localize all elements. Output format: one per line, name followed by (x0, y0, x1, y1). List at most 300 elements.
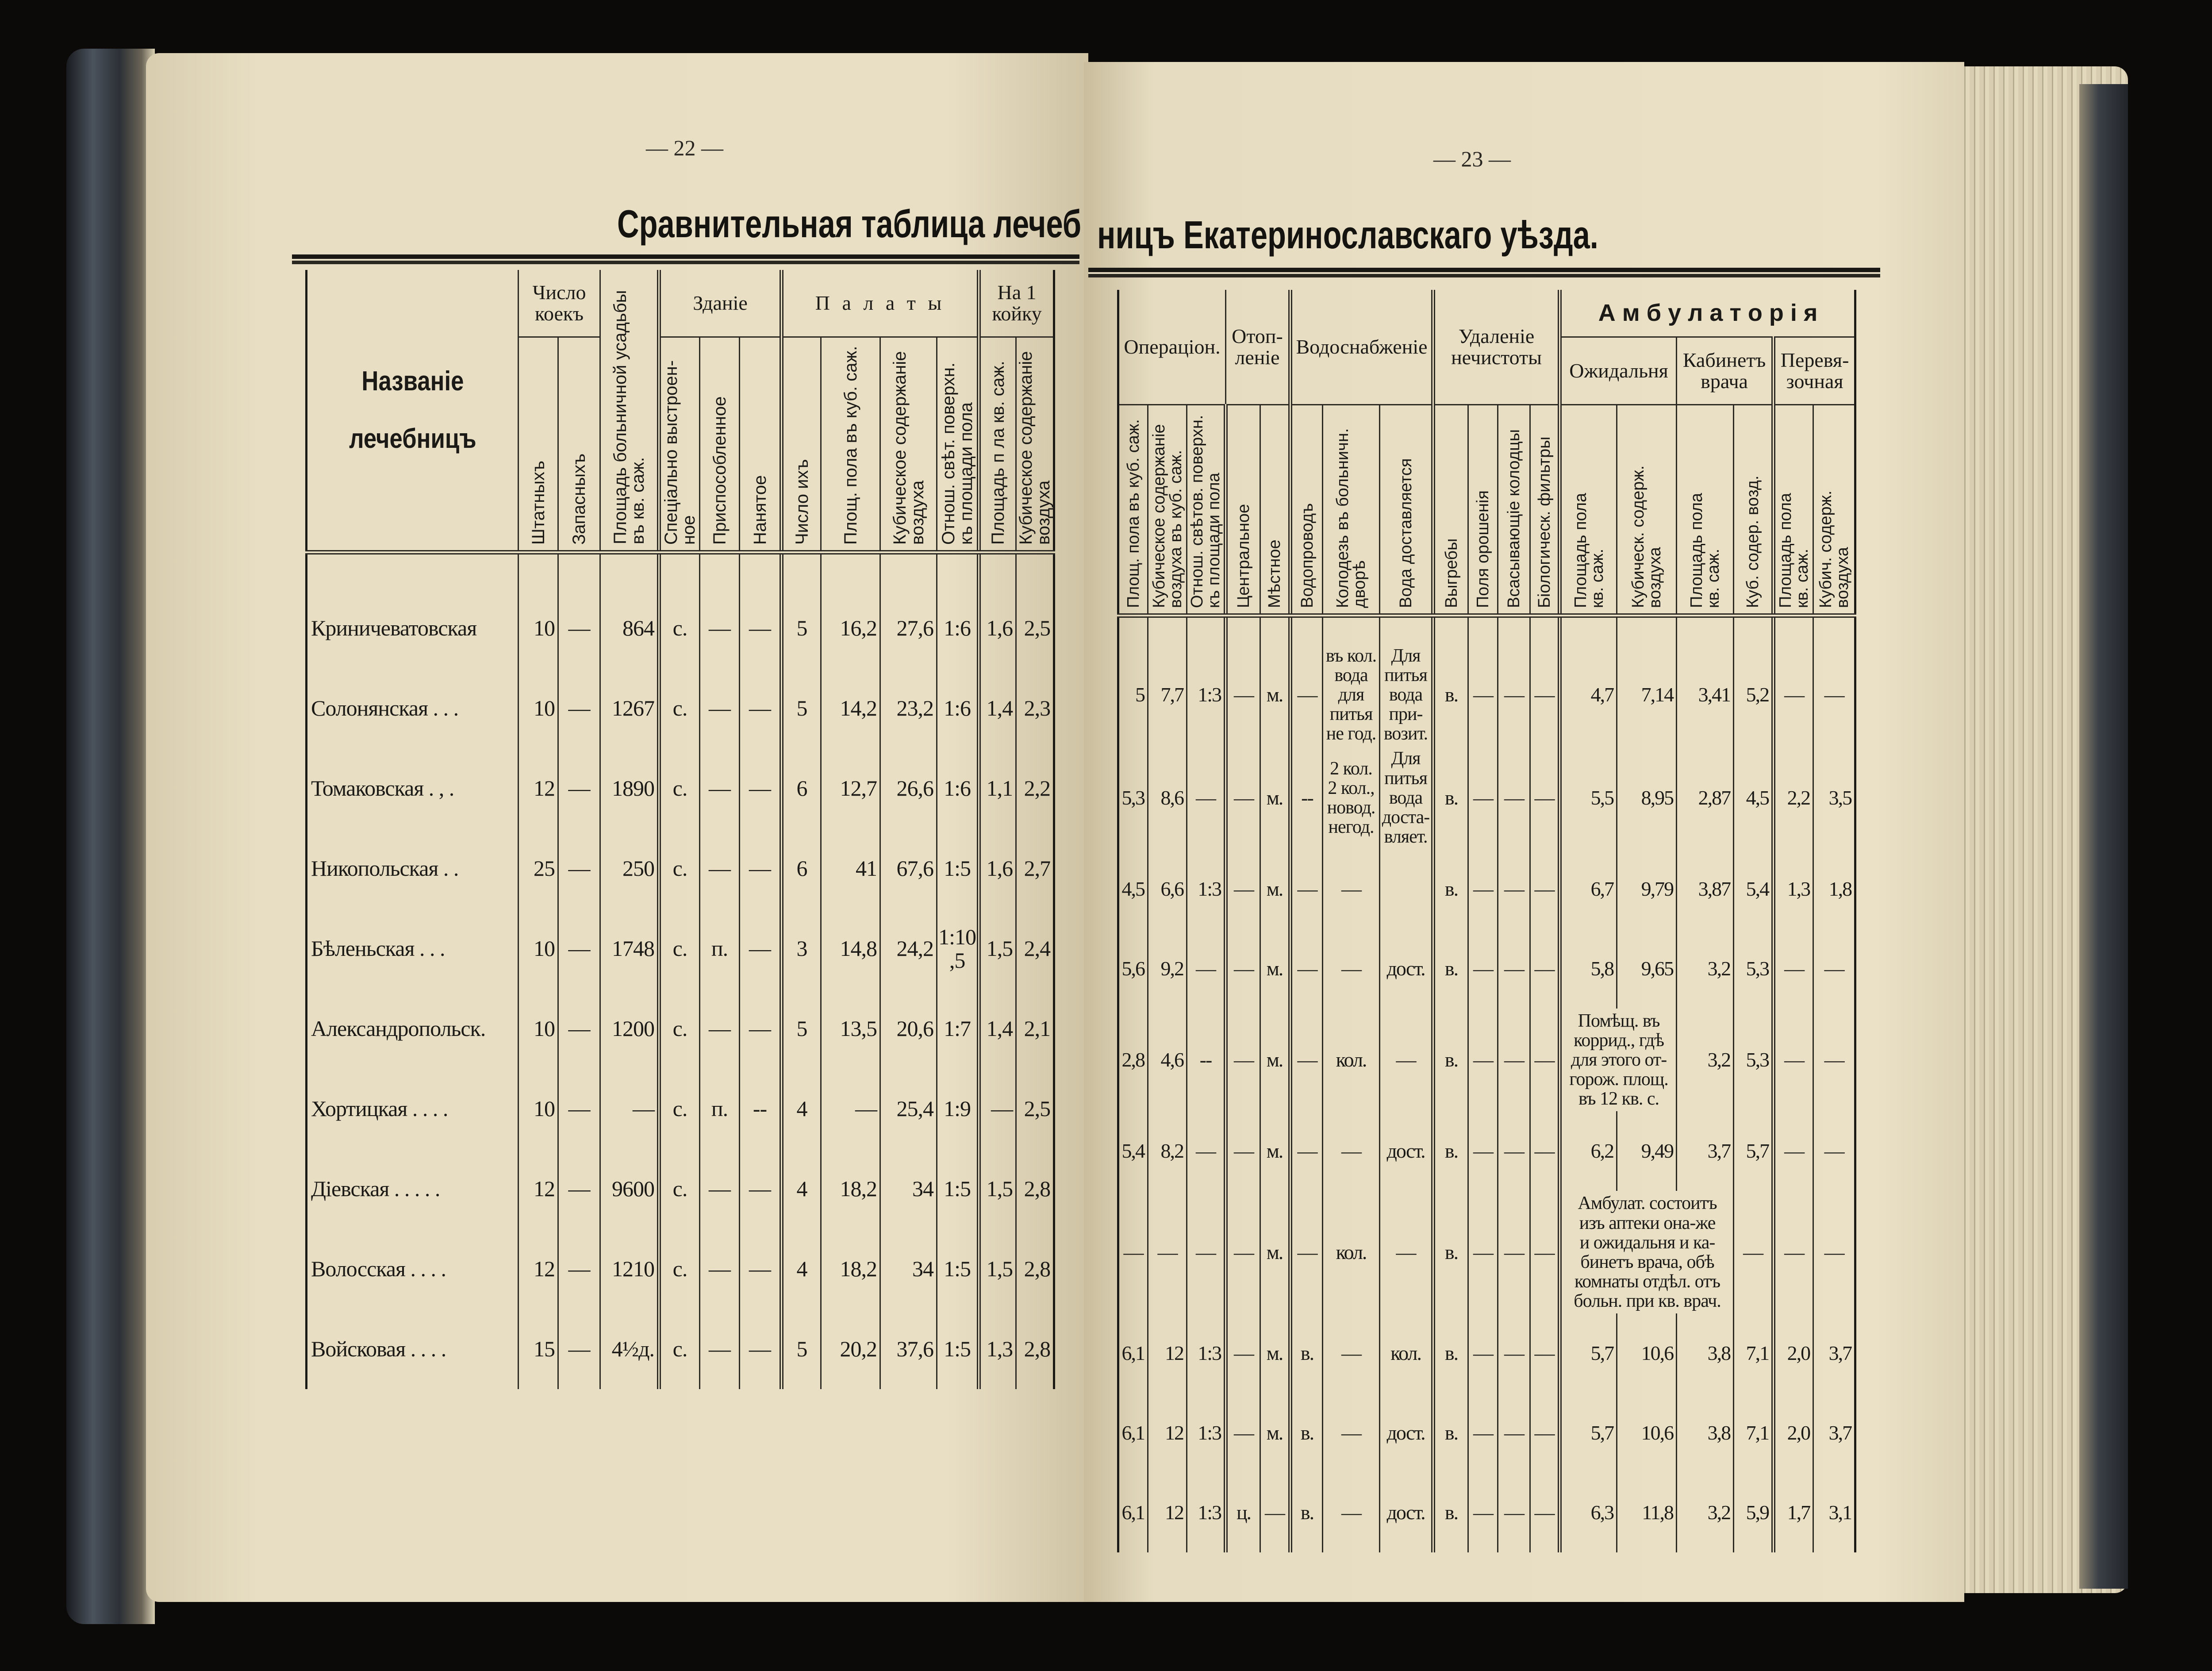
page-number-left: — 22 — (646, 135, 723, 160)
table-cell: — (1498, 1313, 1530, 1393)
table-cell: 1200 (600, 989, 659, 1069)
table-cell: 5,5 (1560, 746, 1617, 849)
table-cell: — (558, 1149, 600, 1229)
table-cell: — (1226, 746, 1260, 849)
spacer-cell (880, 552, 937, 588)
table-row (307, 909, 1054, 989)
table-cell: 1,6 (979, 828, 1016, 909)
table-cell: 1,4 (979, 668, 1016, 748)
header-beds-staff: Штатныхъ (528, 460, 548, 545)
table-cell: 1:3 (1187, 1313, 1226, 1393)
header-estate-area: Площадь больничной усадьбы въ кв. саж. (610, 290, 648, 544)
table-cell: в. (1290, 1393, 1323, 1473)
table-cell: 5,7 (1560, 1313, 1617, 1393)
header-waiting-area: Площадь пола кв. саж. (1571, 493, 1607, 608)
header-building-adapted: Приспособленное (710, 396, 730, 545)
header-operating-group: Операціон. (1118, 290, 1226, 405)
table-cell: с. (659, 1309, 700, 1389)
hospital-comparison-table-right (1117, 290, 1856, 1552)
hospital-name: Томаковская . , . (307, 748, 518, 828)
table-cell: 7,1 (1734, 1393, 1774, 1473)
table-cell: в. (1290, 1473, 1323, 1552)
table-cell: — (1468, 1313, 1498, 1393)
table-cell: 10 (518, 1069, 558, 1149)
table-cell: — (1468, 1191, 1498, 1313)
table-cell: — (1226, 849, 1260, 929)
table-cell: с. (659, 588, 700, 668)
table-cell: — (1323, 1393, 1380, 1473)
water-supply-note: въ кол. вода для питья не год. (1323, 643, 1380, 746)
spacer-cell (700, 552, 740, 588)
table-cell: 6,1 (1118, 1393, 1148, 1473)
table-row (307, 989, 1054, 1069)
header-waste-fields: Поля орошенія (1474, 490, 1493, 608)
table-row (1118, 1009, 1855, 1111)
table-row (1118, 929, 1855, 1009)
book-cover-left (66, 49, 155, 1624)
table-cell: — (1290, 849, 1323, 929)
table-cell: — (1530, 1393, 1560, 1473)
table-cell: 6,7 (1560, 849, 1617, 929)
table-cell: 1,3 (1774, 849, 1813, 929)
table-cell: 20,2 (821, 1309, 880, 1389)
header-dressing-room: Перевя- зочная (1774, 337, 1855, 405)
table-cell: м. (1260, 1111, 1290, 1191)
table-cell: п. (700, 1069, 740, 1149)
table-cell: — (740, 1149, 782, 1229)
table-cell: 1:5 (937, 1149, 979, 1229)
table-cell: 3,2 (1677, 1009, 1734, 1111)
table-cell: 12 (1148, 1313, 1187, 1393)
table-cell: — (1734, 1191, 1774, 1313)
spacer-cell (518, 552, 558, 588)
spacer-cell (740, 552, 782, 588)
table-row (1118, 1473, 1855, 1552)
table-cell: — (558, 989, 600, 1069)
header-op-air: Кубическое содержаніе воздуха въ куб. саж. (1149, 424, 1185, 608)
table-row (307, 1149, 1054, 1229)
table-cell: 12 (1148, 1393, 1187, 1473)
table-cell: 864 (600, 588, 659, 668)
hospital-name: Никопольская . . (307, 828, 518, 909)
header-beds-reserve: Запасныхъ (569, 453, 589, 545)
table-cell: 4 (782, 1149, 821, 1229)
header-building-group: Зданіе (659, 270, 782, 337)
table-cell: 4 (782, 1069, 821, 1149)
table-cell: 2,5 (1016, 588, 1054, 668)
title-rule-left (292, 254, 1079, 261)
table-cell: — (1774, 1191, 1813, 1313)
table-cell: 9,2 (1148, 929, 1187, 1009)
table-cell: 6,1 (1118, 1473, 1148, 1552)
table-cell: 10 (518, 989, 558, 1069)
table-cell: — (1813, 1009, 1855, 1111)
table-cell: 1:7 (937, 989, 979, 1069)
table-cell: — (1226, 1111, 1260, 1191)
table-cell: с. (659, 1229, 700, 1309)
header-heat-central: Центральное (1234, 504, 1253, 608)
table-cell: 18,2 (821, 1229, 880, 1309)
table-cell: 25 (518, 828, 558, 909)
table-cell: 2,2 (1016, 748, 1054, 828)
hospital-comparison-table-left (305, 270, 1055, 1389)
table-cell: с. (659, 828, 700, 909)
table-cell: — (1468, 1393, 1498, 1473)
table-cell: 37,6 (880, 1309, 937, 1389)
table-cell: 41 (821, 828, 880, 909)
spacer-cell (659, 552, 700, 588)
table-cell: — (1226, 1313, 1260, 1393)
spacer-cell (821, 552, 880, 588)
table-cell: 5 (782, 989, 821, 1069)
table-cell: — (1530, 643, 1560, 746)
header-heating-group: Отоп- леніе (1226, 290, 1290, 405)
table-cell: 18,2 (821, 1149, 880, 1229)
header-heat-local: Мѣстное (1265, 539, 1284, 608)
table-cell: 1:3 (1187, 643, 1226, 746)
header-op-floor: Площ. пола въ куб. саж. (1124, 419, 1143, 608)
header-waste-wells: Всасывающіе колодцы (1505, 429, 1524, 608)
table-cell: 5 (1118, 643, 1148, 746)
spacer-cell (600, 552, 659, 588)
table-cell: 2,8 (1016, 1309, 1054, 1389)
header-waste-pits: Выгребы (1442, 538, 1461, 608)
table-cell: — (558, 909, 600, 989)
spacer-cell (1560, 616, 1617, 643)
table-cell: — (700, 748, 740, 828)
header-waste-group: Удаленіе нечистоты (1433, 290, 1560, 405)
table-row (1118, 1191, 1855, 1313)
table-cell: м. (1260, 643, 1290, 746)
table-cell: 250 (600, 828, 659, 909)
table-cell: 5,2 (1734, 643, 1774, 746)
header-dressing-air: Кубич. содерж. воздуха (1816, 490, 1852, 608)
table-cell: кол. (1323, 1191, 1380, 1313)
table-cell: — (740, 1229, 782, 1309)
header-waiting-air: Кубическ. содерж. воздуха (1629, 465, 1665, 608)
table-cell: 6,2 (1560, 1111, 1617, 1191)
table-cell: 10 (518, 588, 558, 668)
table-cell: м. (1260, 1393, 1290, 1473)
table-cell: 1:3 (1187, 1393, 1226, 1473)
table-cell: — (1774, 1009, 1813, 1111)
spacer-cell (1226, 616, 1260, 643)
table-row (1118, 746, 1855, 849)
table-cell: — (558, 588, 600, 668)
table-cell: 4 (782, 1229, 821, 1309)
spacer-cell (1774, 616, 1813, 643)
header-waiting-room: Ожидальня (1560, 337, 1677, 405)
table-cell: — (1290, 1191, 1323, 1313)
table-cell: — (1468, 643, 1498, 746)
table-cell: 1:5 (937, 1229, 979, 1309)
header-water-group: Водоснабженіе (1290, 290, 1433, 405)
table-cell: 4,7 (1560, 643, 1617, 746)
table-cell: 3,7 (1677, 1111, 1734, 1191)
table-cell: м. (1260, 1313, 1290, 1393)
header-waste-filters: Біологическ. фильтры (1535, 436, 1554, 608)
table-cell: м. (1260, 929, 1290, 1009)
table-cell: 9,79 (1617, 849, 1677, 929)
table-cell: — (1226, 1393, 1260, 1473)
table-cell: в. (1433, 929, 1468, 1009)
table-cell: 2,87 (1677, 746, 1734, 849)
table-cell: — (1530, 1009, 1560, 1111)
table-cell: в. (1433, 1393, 1468, 1473)
table-cell: 2,0 (1774, 1313, 1813, 1393)
table-cell: — (700, 828, 740, 909)
hospital-name: Діевская . . . . . (307, 1149, 518, 1229)
table-row (1118, 849, 1855, 929)
ambulatory-note: Помѣщ. въ коррид., гдѣ для этого от- горож. площ. въ 12 кв. с. (1560, 1009, 1677, 1111)
table-cell: — (700, 989, 740, 1069)
table-cell: с. (659, 748, 700, 828)
table-row (307, 1229, 1054, 1309)
table-cell: м. (1260, 1191, 1290, 1313)
table-cell: 16,2 (821, 588, 880, 668)
table-cell: 1:6 (937, 748, 979, 828)
table-cell: 24,2 (880, 909, 937, 989)
table-cell: — (1323, 929, 1380, 1009)
table-cell: — (1260, 1473, 1290, 1552)
table-cell: 1:5 (937, 1309, 979, 1389)
table-cell: 15 (518, 1309, 558, 1389)
table-cell: — (1148, 1191, 1187, 1313)
table-cell: 11,8 (1617, 1473, 1677, 1552)
table-cell: 6 (782, 748, 821, 828)
table-cell: 9,49 (1617, 1111, 1677, 1191)
table-cell: дост. (1380, 1473, 1433, 1552)
spacer-cell (1016, 552, 1054, 588)
table-cell: — (1187, 1111, 1226, 1191)
table-cell: — (1813, 1111, 1855, 1191)
table-cell: — (1323, 1473, 1380, 1552)
table-cell: 1:5 (937, 828, 979, 909)
hospital-name: Волосская . . . . (307, 1229, 518, 1309)
header-op-light: Отнош. свѣтов. поверхн. къ площади пола (1188, 415, 1223, 608)
table-cell: — (1468, 1009, 1498, 1111)
table-cell: — (558, 1069, 600, 1149)
table-cell: 10 (518, 668, 558, 748)
table-cell: — (1187, 1191, 1226, 1313)
table-cell: 5,8 (1560, 929, 1617, 1009)
table-cell: — (1468, 746, 1498, 849)
table-cell: — (1290, 643, 1323, 746)
table-cell: — (1468, 929, 1498, 1009)
table-cell: с. (659, 1149, 700, 1229)
table-cell: — (1468, 1111, 1498, 1191)
table-cell: 5 (782, 1309, 821, 1389)
table-cell: 1210 (600, 1229, 659, 1309)
table-cell: 3,5 (1813, 746, 1855, 849)
table-cell: в. (1433, 849, 1468, 929)
hospital-name: Криничеватовская (307, 588, 518, 668)
table-cell: 5,3 (1118, 746, 1148, 849)
table-row (307, 828, 1054, 909)
table-cell: дост. (1380, 1111, 1433, 1191)
table-cell: с. (659, 1069, 700, 1149)
table-cell: -- (740, 1069, 782, 1149)
table-cell: п. (700, 909, 740, 989)
table-cell: 3,7 (1813, 1313, 1855, 1393)
table-cell: 5 (782, 588, 821, 668)
table-cell: 34 (880, 1229, 937, 1309)
header-building-rented: Нанятое (750, 475, 770, 545)
title-rule-right (1088, 268, 1880, 274)
table-row (307, 1309, 1054, 1389)
table-cell: — (1530, 1191, 1560, 1313)
table-cell: 5,7 (1560, 1393, 1617, 1473)
table-cell: 6,3 (1560, 1473, 1617, 1552)
table-cell: 12,7 (821, 748, 880, 828)
header-name: Названіе лечебницъ (322, 270, 502, 552)
spacer-cell (979, 552, 1016, 588)
hospital-name: Солонянская . . . (307, 668, 518, 748)
spacer-cell (1187, 616, 1226, 643)
table-cell: -- (1187, 1009, 1226, 1111)
table-row (1118, 643, 1855, 746)
spacer-cell (1433, 616, 1468, 643)
table-cell: 8,2 (1148, 1111, 1187, 1191)
table-cell: 2,3 (1016, 668, 1054, 748)
hospital-name: Александропольск. (307, 989, 518, 1069)
table-cell: 1267 (600, 668, 659, 748)
table-cell: с. (659, 989, 700, 1069)
table-cell: 10,6 (1617, 1393, 1677, 1473)
table-cell: -- (1290, 746, 1323, 849)
table-cell: — (1530, 849, 1560, 929)
header-per-bed-group: На 1 койку (979, 270, 1054, 337)
table-cell: — (1380, 1009, 1433, 1111)
table-cell: — (1498, 643, 1530, 746)
table-cell: — (1498, 1473, 1530, 1552)
table-cell: — (1530, 1111, 1560, 1191)
table-cell: в. (1433, 1473, 1468, 1552)
table-cell: дост. (1380, 929, 1433, 1009)
table-cell: 4½д. (600, 1309, 659, 1389)
table-cell: 10 (518, 909, 558, 989)
table-cell: 23,2 (880, 668, 937, 748)
table-cell: — (1290, 1111, 1323, 1191)
table-cell: 13,5 (821, 989, 880, 1069)
table-cell: — (700, 668, 740, 748)
table-cell: 1:3 (1187, 849, 1226, 929)
table-cell: — (1323, 1313, 1380, 1393)
table-cell: 2,8 (1016, 1149, 1054, 1229)
table-cell: — (1774, 643, 1813, 746)
table-cell: 2,5 (1016, 1069, 1054, 1149)
table-cell: — (1290, 1009, 1323, 1111)
table-cell: в. (1290, 1313, 1323, 1393)
table-cell: — (558, 1229, 600, 1309)
table-cell: 1,6 (979, 588, 1016, 668)
table-cell: 20,6 (880, 989, 937, 1069)
table-cell: 1,7 (1774, 1473, 1813, 1552)
table-cell: в. (1433, 1009, 1468, 1111)
water-supply-note: Для питья вода при- возит. (1380, 643, 1433, 746)
table-cell: 8,6 (1148, 746, 1187, 849)
hospital-name: Войсковая . . . . (307, 1309, 518, 1389)
table-cell: 12 (518, 1149, 558, 1229)
table-cell: в. (1433, 1191, 1468, 1313)
table-row (1118, 1393, 1855, 1473)
table-cell: 1,1 (979, 748, 1016, 828)
spacer-cell (1813, 616, 1855, 643)
table-cell: — (1498, 929, 1530, 1009)
table-cell: дост. (1380, 1393, 1433, 1473)
spacer-cell (1530, 616, 1560, 643)
table-cell: 2,0 (1774, 1393, 1813, 1473)
table-cell: 34 (880, 1149, 937, 1229)
water-supply-note: 2 кол. 2 кол., новод. негод. (1323, 746, 1380, 849)
table-cell: — (740, 748, 782, 828)
table-cell: 3,8 (1677, 1393, 1734, 1473)
spacer-cell (1118, 616, 1148, 643)
table-cell: — (1498, 1393, 1530, 1473)
book-cover-right (2079, 84, 2128, 1589)
hospital-name: Хортицкая . . . . (307, 1069, 518, 1149)
table-cell: 12 (518, 748, 558, 828)
table-cell: 1,5 (979, 909, 1016, 989)
table-cell: с. (659, 668, 700, 748)
header-ambulatory-group: А м б у л а т о р і я (1560, 290, 1855, 337)
table-cell: — (1498, 1111, 1530, 1191)
table-cell: 26,6 (880, 748, 937, 828)
table-cell: 1:6 (937, 588, 979, 668)
header-wards-air: Кубическое содержаніе воздуха (890, 351, 927, 545)
table-cell: ц. (1226, 1473, 1260, 1552)
header-per-bed-air: Кубическое содержаніе воздуха (1016, 351, 1054, 545)
table-cell: в. (1433, 1111, 1468, 1191)
table-cell: 5,3 (1734, 1009, 1774, 1111)
table-cell: 9,65 (1617, 929, 1677, 1009)
table-cell: кол. (1323, 1009, 1380, 1111)
table-cell: 1,5 (979, 1229, 1016, 1309)
table-cell: 4,5 (1734, 746, 1774, 849)
table-cell: 4,5 (1118, 849, 1148, 929)
header-water-delivered: Вода доставляется (1396, 458, 1415, 608)
table-cell: 1,3 (979, 1309, 1016, 1389)
spacer-cell (1323, 616, 1380, 643)
table-cell: м. (1260, 849, 1290, 929)
table-cell: 7,7 (1148, 643, 1187, 746)
table-cell: — (1118, 1191, 1148, 1313)
header-doctor-area: Площадь пола кв. саж. (1687, 493, 1723, 608)
table-cell: 1748 (600, 909, 659, 989)
table-cell: 1,4 (979, 989, 1016, 1069)
table-cell: с. (659, 909, 700, 989)
header-doctor-air: Куб. содер. возд. (1743, 475, 1763, 608)
table-cell: — (1226, 1191, 1260, 1313)
table-cell: 1:10,5 (937, 909, 979, 989)
spacer-cell (1468, 616, 1498, 643)
table-cell: 1,8 (1813, 849, 1855, 929)
table-cell: — (1323, 849, 1380, 929)
table-cell: — (700, 1309, 740, 1389)
spacer-cell (1290, 616, 1323, 643)
table-cell: — (1468, 1473, 1498, 1552)
table-cell: 5,3 (1734, 929, 1774, 1009)
spacer-cell (1617, 616, 1677, 643)
table-body-left (307, 552, 1054, 1389)
table-cell: 14,8 (821, 909, 880, 989)
table-cell: — (700, 1229, 740, 1309)
table-cell: — (740, 588, 782, 668)
spacer-cell (782, 552, 821, 588)
table-cell: 27,6 (880, 588, 937, 668)
table-cell: м. (1260, 1009, 1290, 1111)
table-title-left: Сравнительная таблица лечеб (617, 202, 1082, 246)
